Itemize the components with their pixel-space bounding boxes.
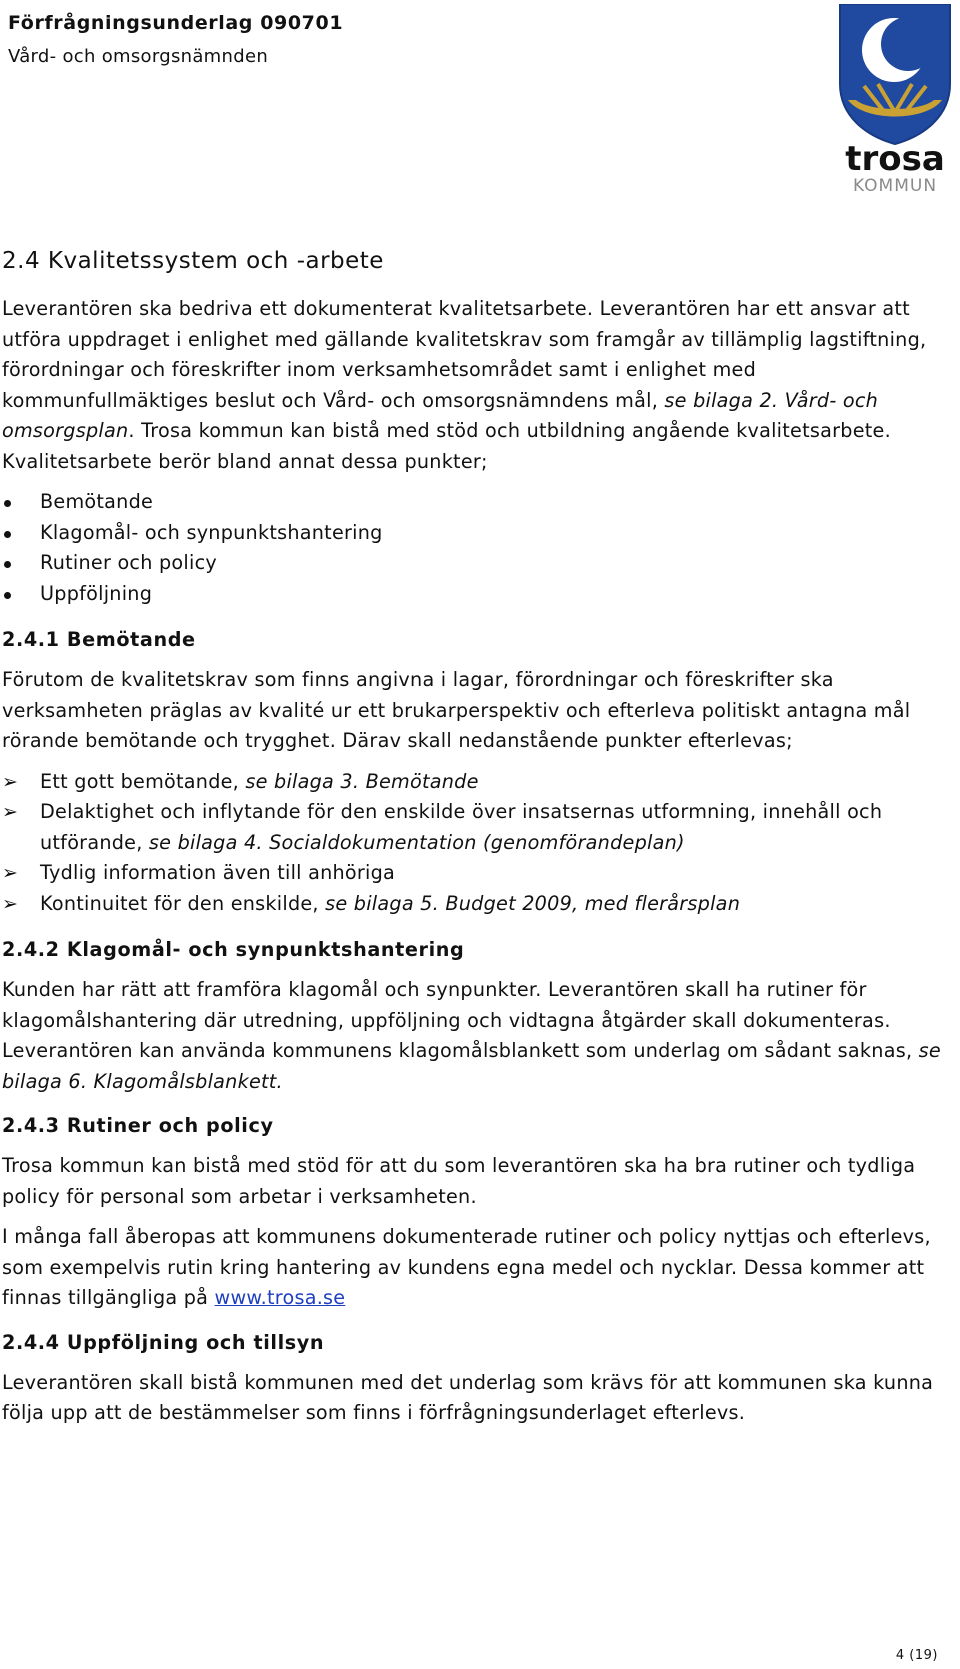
page-number: 4 (19) [895,1648,938,1663]
intro-text: Leverantören ska bedriva ett dokumenterat kvalitetsarbete. Leverantören har ett ansvar att utföra uppdraget i enlighet med gällande kvalitetskrav som framgår av tillämplig lagstiftning, förordningar och föreskrifter inom verksamhetsområdet samt i enlighet med kommunfullmäktiges beslut och Vård- och omsorgsnämndens mål, [2,297,927,412]
bullet-icon [4,500,11,507]
trosa-kommun-logo [834,4,956,196]
rutiner-text: I många fall åberopas att kommunens dokumenterade rutiner och policy nyttjas och efterlevs, som exempelvis rutin kring hantering av kundens egna medel och nycklar. Dessa kommer att finnas tillgängliga på [2,1225,931,1309]
subsection-heading-uppfoljning: 2.4.4 Uppföljning och tillsyn [2,1330,325,1354]
subsection-heading-rutiner: 2.4.3 Rutiner och policy [2,1114,274,1137]
logo-wordmark: trosa [845,139,945,179]
section-title: 2.4 Kvalitetssystem och -arbete [2,248,384,274]
list-item-label: Bemötande [40,490,154,513]
klagomal-paragraph [2,975,952,1097]
list-item [2,858,952,889]
subsection-heading-bemotande: 2.4.1 Bemötande [2,628,196,651]
list-item [2,797,952,858]
logo-subtext: KOMMUN [852,176,938,196]
list-item-label: Delaktighet och inflytande för den enskilde över insatsernas utformning, innehåll och utförande, [40,800,883,854]
document-body [2,244,952,1443]
quality-points-list [2,487,952,609]
arrow-bullet-icon: ➢ [2,770,19,793]
bullet-icon [4,561,11,568]
list-item [2,767,952,798]
reference: se bilaga 5. Budget 2009, med flerårsplan [325,891,741,915]
bemotande-points-list [2,767,952,920]
arrow-bullet-icon: ➢ [2,862,19,884]
uppfoljning-paragraph: Leverantören skall bistå kommunen med det underlag som krävs för att kommunen ska kunna följa upp att de bestämmelser som finns i förfrågningsunderlaget efterlevs. [2,1370,934,1424]
arrow-bullet-icon: ➢ [2,892,19,915]
arrow-bullet-icon: ➢ [2,801,19,823]
intro-paragraph [2,294,952,477]
bemotande-paragraph: Förutom de kvalitetskrav som finns angivna i lagar, förordningar och föreskrifter ska verksamheten präglas av kvalité ur ett brukarperspektiv och efterleva politiskt antagna mål rörande bemötande och trygghet. Därav skall nedanstående punkter efterlevas; [2,668,911,752]
reference: se bilaga 3. Bemötande [245,769,479,793]
list-item [2,579,952,610]
list-item-label: Uppföljning [40,581,153,605]
document-title: Förfrågningsunderlag 090701 [8,12,344,34]
list-item-label: Klagomål- och synpunktshantering [40,520,383,544]
list-item [2,487,952,518]
list-item-label: Rutiner och policy [40,551,217,574]
reference: se bilaga 6. Klagomålsblankett. [2,1039,941,1093]
bullet-icon [4,531,11,538]
rutiner-paragraph-1: Trosa kommun kan bistå med stöd för att du som leverantören ska ha bra rutiner och tydliga policy för personal som arbetar i verksamheten. [2,1154,916,1208]
subsection-heading-klagomal: 2.4.2 Klagomål- och synpunktshantering [2,938,465,961]
list-item [2,518,952,549]
list-item [2,889,952,920]
intro-text-cont: . Trosa kommun kan bistå med stöd och utbildning angående kvalitetsarbete. Kvalitetsarbete berör bland annat dessa punkter; [2,419,891,473]
list-item [2,548,952,579]
bullet-icon [4,592,11,599]
list-item-label: Kontinuitet för den enskilde, [40,891,326,915]
list-item-label: Tydlig information även till anhöriga [40,861,396,884]
list-item-label: Ett gott bemötande, [40,769,246,793]
klagomal-text: Kunden har rätt att framföra klagomål och synpunkter. Leverantören skall ha rutiner för klagomålshantering där utredning, uppföljning och vidtagna åtgärder skall dokumenteras. Leverantören kan använda kommunens klagomålsblankett som underlag om sådant saknas, [2,978,919,1062]
trosa-website-link[interactable]: www.trosa.se [214,1286,346,1309]
intro-reference: se bilaga 2. Vård- och omsorgsplan [2,388,879,442]
committee-name: Vård- och omsorgsnämnden [8,46,269,67]
rutiner-paragraph-2 [2,1222,952,1314]
reference: se bilaga 4. Socialdokumentation (genomförandeplan) [148,830,685,854]
